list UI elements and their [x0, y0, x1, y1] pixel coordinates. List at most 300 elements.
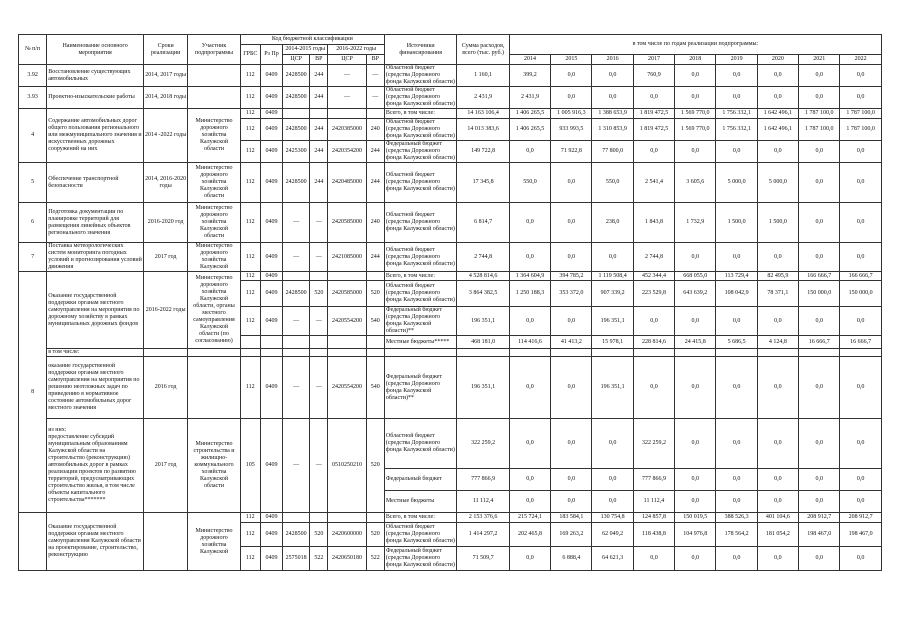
- row-csr: 0510250210: [328, 419, 366, 513]
- header-year: 2018: [675, 55, 716, 65]
- row-vr: 520: [366, 523, 384, 547]
- table-row: [19, 349, 882, 357]
- row-year-value: 77 800,0: [592, 141, 633, 163]
- row-year-value: 0,0: [840, 307, 882, 336]
- row-year-value: 0,0: [757, 491, 798, 513]
- row-year-value: 71 922,8: [551, 141, 592, 163]
- row-year-value: 228 814,6: [633, 336, 674, 349]
- row-year-value: 0,0: [509, 307, 550, 336]
- row-year-value: 0,0: [716, 469, 757, 491]
- row-year-value: 0,0: [675, 419, 716, 469]
- row-grbs: 112: [240, 163, 260, 203]
- table-row: [19, 87, 882, 109]
- row-year-value: 150 000,0: [840, 281, 882, 307]
- row-year-value: 0,0: [799, 491, 840, 513]
- row-csr: 2420554200: [328, 357, 366, 419]
- row-year-value: 0,0: [633, 357, 674, 419]
- row-year-value: 16 666,7: [799, 336, 840, 349]
- row-grbs: 112: [240, 87, 260, 109]
- empty-cell: [799, 349, 840, 357]
- row-year-value: 208 912,7: [799, 513, 840, 523]
- header-grbs: ГРБС: [240, 45, 260, 65]
- row-year-value: 0,0: [757, 357, 798, 419]
- row-year-value: 0,0: [675, 243, 716, 272]
- row-total: 2 153 376,6: [457, 513, 509, 523]
- row-grbs: 112: [240, 547, 260, 571]
- row-num: 3.92: [19, 65, 47, 87]
- row-csr: 2420385000: [328, 119, 366, 141]
- row-participant: [188, 65, 240, 87]
- row-year-value: 0,0: [592, 65, 633, 87]
- row-year-value: 1 364 604,9: [509, 272, 550, 281]
- row-year-value: 208 912,7: [840, 513, 882, 523]
- row-participant: Министерство строительства и жилищно-коммунального хозяйства Калужской области: [188, 419, 240, 513]
- row-year-value: 0,0: [840, 65, 882, 87]
- row-year-value: 64 621,3: [592, 547, 633, 571]
- row-period: 2017 год: [143, 243, 187, 272]
- row-year-value: 2 431,9: [509, 87, 550, 109]
- row-year-value: 183 584,1: [551, 513, 592, 523]
- row-name: оказание государственной поддержки органам местного самоуправления на мероприятия по решению неотложных задач по приведению в нормативное состояние автомобильных дорог местного значения: [47, 357, 144, 419]
- row-year-value: 643 639,2: [675, 281, 716, 307]
- row-year-value: 0,0: [551, 87, 592, 109]
- row-vr: —: [366, 87, 384, 109]
- row-period: 2016-2020 год: [143, 203, 187, 243]
- row-num: 6: [19, 203, 47, 243]
- row-year-value: 0,0: [799, 65, 840, 87]
- row-year-value: 124 857,8: [633, 513, 674, 523]
- row-participant: [188, 87, 240, 109]
- row-rzpr: 0409: [260, 87, 282, 109]
- table-row: [19, 357, 882, 419]
- row-year-value: 215 724,1: [509, 513, 550, 523]
- row-year-value: 150 019,5: [675, 513, 716, 523]
- row-total: 71 509,7: [457, 547, 509, 571]
- row-csr: 2420650180: [328, 547, 366, 571]
- row-grbs: 112: [240, 281, 260, 307]
- row-period: 2014 -2022 годы: [143, 109, 187, 163]
- row-year-value: 114 416,6: [509, 336, 550, 349]
- row-csr: 2420600000: [328, 523, 366, 547]
- row-year-value: 394 785,2: [551, 272, 592, 281]
- row-source: Местные бюджеты*****: [384, 336, 457, 349]
- row-csr: 2420585000: [328, 281, 366, 307]
- row-year-value: 202 465,8: [509, 523, 550, 547]
- row-year-value: 1 388 653,9: [592, 109, 633, 119]
- header-2016-2022: 2016-2022 годы: [328, 45, 385, 55]
- row-year-value: 15 978,1: [592, 336, 633, 349]
- row-participant: Министерство дорожного хозяйства Калужской: [188, 513, 240, 571]
- row-rzpr: 0409: [260, 141, 282, 163]
- row-csr: 2425300: [283, 141, 310, 163]
- row-year-value: 0,0: [551, 357, 592, 419]
- row-participant: Министерство дорожного хозяйства Калужской области: [188, 203, 240, 243]
- row-vr: —: [366, 65, 384, 87]
- row-year-value: 166 666,7: [840, 272, 882, 281]
- row-year-value: 0,0: [592, 491, 633, 513]
- empty-cell: [366, 272, 384, 281]
- row-year-value: 777 866,9: [633, 469, 674, 491]
- row-year-value: 0,0: [799, 469, 840, 491]
- row-source: Федеральный бюджет (средства Дорожного фонда Калужской области): [384, 547, 457, 571]
- row-rzpr: 0409: [260, 357, 282, 419]
- empty-cell: [188, 357, 240, 419]
- row-name: Проектно-изыскательские работы: [47, 87, 144, 109]
- header-name: Наименование основного мероприятия: [47, 35, 144, 65]
- row-total: 1 160,1: [457, 65, 509, 87]
- row-year-value: 238,0: [592, 203, 633, 243]
- row-source: Всего, в том числе:: [384, 272, 457, 281]
- row-source: Областной бюджет (средства Дорожного фонда Калужской области): [384, 281, 457, 307]
- row-period: 2014, 2016-2020 годы: [143, 163, 187, 203]
- row-year-value: 1 642 496,1: [757, 109, 798, 119]
- row-year-value: 0,0: [716, 491, 757, 513]
- header-year: 2019: [716, 55, 757, 65]
- row-year-value: 0,0: [840, 357, 882, 419]
- row-grbs: 112: [240, 307, 260, 336]
- table-row: [19, 109, 882, 119]
- row-rzpr: 0409: [260, 523, 282, 547]
- row-year-value: 0,0: [840, 243, 882, 272]
- row-total: 322 259,2: [457, 419, 509, 469]
- row-year-value: 0,0: [840, 469, 882, 491]
- row-year-value: 399,2: [509, 65, 550, 87]
- row-source: Областной бюджет (средства Дорожного фонда Калужской области): [384, 203, 457, 243]
- row-year-value: 0,0: [716, 419, 757, 469]
- row-rzpr: 0409: [260, 513, 282, 523]
- header-vr: ВР: [366, 55, 384, 65]
- row-total: 777 866,9: [457, 469, 509, 491]
- table-row: [19, 163, 882, 203]
- empty-cell: [240, 336, 260, 349]
- row-csr: —: [283, 307, 310, 336]
- row-year-value: 0,0: [757, 65, 798, 87]
- row-participant: Министерство дорожного хозяйства Калужской: [188, 243, 240, 272]
- empty-cell: [260, 349, 282, 357]
- row-total: 17 345,8: [457, 163, 509, 203]
- row-year-value: 5 000,0: [757, 163, 798, 203]
- row-vr: —: [310, 203, 328, 243]
- row-year-value: 0,0: [840, 163, 882, 203]
- row-rzpr: 0409: [260, 281, 282, 307]
- row-year-value: 0,0: [757, 87, 798, 109]
- row-year-value: 550,0: [509, 163, 550, 203]
- row-total: 2 431,9: [457, 87, 509, 109]
- header-total: Сумма расходов, всего (тыс. руб.): [457, 35, 509, 65]
- row-year-value: 0,0: [840, 87, 882, 109]
- row-period: 2016 год: [143, 357, 187, 419]
- empty-cell: [384, 349, 457, 357]
- row-year-value: 0,0: [757, 307, 798, 336]
- row-total: 2 744,8: [457, 243, 509, 272]
- row-source: Областной бюджет (средства Дорожного фонда Калужской области): [384, 243, 457, 272]
- row-year-value: 0,0: [840, 141, 882, 163]
- row-year-value: 0,0: [799, 357, 840, 419]
- empty-cell: [592, 349, 633, 357]
- row-year-value: 0,0: [509, 491, 550, 513]
- row-participant: Министерство дорожного хозяйства Калужской области, органы местного самоуправления Калужской области (по согласованию): [188, 272, 240, 349]
- header-year: 2017: [633, 55, 674, 65]
- row-year-value: 16 666,7: [840, 336, 882, 349]
- row-year-value: 0,0: [840, 419, 882, 469]
- row-csr: —: [283, 243, 310, 272]
- row-vr: —: [310, 307, 328, 336]
- row-year-value: 1 406 265,5: [509, 109, 550, 119]
- row-source: Федеральный бюджет (средства Дорожного фонда Калужской области)**: [384, 307, 457, 336]
- row-rzpr: 0409: [260, 272, 282, 281]
- row-rzpr: 0409: [260, 119, 282, 141]
- row-year-value: 0,0: [757, 469, 798, 491]
- row-year-value: 1 310 853,9: [592, 119, 633, 141]
- row-year-value: 0,0: [840, 203, 882, 243]
- row-rzpr: 0409: [260, 163, 282, 203]
- row-rzpr: 0409: [260, 419, 282, 513]
- row-year-value: 196 351,1: [592, 307, 633, 336]
- row-year-value: 0,0: [757, 243, 798, 272]
- row-csr: —: [283, 203, 310, 243]
- row-total: 3 864 382,5: [457, 281, 509, 307]
- row-csr: —: [283, 357, 310, 419]
- row-grbs: 112: [240, 141, 260, 163]
- row-name: Оказание государственной поддержки органам местного самоуправления Калужской области на проектирование, строительство, реконструкцию: [47, 513, 144, 571]
- row-year-value: 0,0: [675, 141, 716, 163]
- row-year-value: 933 993,5: [551, 119, 592, 141]
- row-year-value: 1 756 332,1: [716, 119, 757, 141]
- row-year-value: 0,0: [675, 357, 716, 419]
- row-year-value: 760,9: [633, 65, 674, 87]
- empty-cell: [283, 272, 310, 281]
- row-csr: 2428500: [283, 119, 310, 141]
- row-year-value: 118 438,8: [633, 523, 674, 547]
- table-row: [19, 65, 882, 87]
- row-year-value: 0,0: [799, 163, 840, 203]
- row-year-value: 0,0: [799, 547, 840, 571]
- row-name: Восстановление существующих автомобильных: [47, 65, 144, 87]
- row-year-value: 0,0: [551, 491, 592, 513]
- row-year-value: 0,0: [799, 203, 840, 243]
- row-year-value: 0,0: [799, 141, 840, 163]
- row-period: 2014, 2018 годы: [143, 87, 187, 109]
- row-year-value: 0,0: [716, 547, 757, 571]
- row-year-value: 113 729,4: [716, 272, 757, 281]
- row-year-value: 0,0: [799, 87, 840, 109]
- table-row: [19, 419, 882, 469]
- empty-cell: [283, 336, 310, 349]
- row-year-value: 0,0: [799, 307, 840, 336]
- row-csr: —: [283, 419, 310, 513]
- row-source: Всего, в том числе:: [384, 109, 457, 119]
- row-vr: 520: [366, 419, 384, 513]
- header-kbk: Код бюджетной классификации: [240, 35, 384, 45]
- row-name: Оказание государственной поддержки органам местного самоуправления на мероприятия по дорожному хозяйству в рамках муниципальных дорожных фондов: [47, 272, 144, 349]
- row-year-value: 0,0: [592, 419, 633, 469]
- row-year-value: 4 124,8: [757, 336, 798, 349]
- table-row: [19, 272, 882, 281]
- row-vr: 520: [310, 281, 328, 307]
- row-source: Федеральный бюджет: [384, 469, 457, 491]
- inc-label: в том числе:: [47, 349, 144, 357]
- row-year-value: 1 787 100,0: [840, 119, 882, 141]
- row-year-value: 0,0: [633, 87, 674, 109]
- row-participant: Министерство дорожного хозяйства Калужской области: [188, 163, 240, 203]
- row-year-value: 1 642 496,1: [757, 119, 798, 141]
- row-name: Обеспечение транспортной безопасности: [47, 163, 144, 203]
- row-year-value: 0,0: [675, 307, 716, 336]
- row-name: Содержание автомобильных дорог общего пользования регионального или межмуниципального значения и искусственных дорожных сооружений на них: [47, 109, 144, 163]
- row-year-value: 1 843,8: [633, 203, 674, 243]
- row-total: 1 414 297,2: [457, 523, 509, 547]
- row-year-value: 1 119 508,4: [592, 272, 633, 281]
- row-total: 149 722,8: [457, 141, 509, 163]
- row-year-value: 0,0: [551, 307, 592, 336]
- row-vr: 244: [310, 87, 328, 109]
- row-year-value: 1 819 472,5: [633, 109, 674, 119]
- row-num: [19, 513, 47, 571]
- row-name: Подготовка документации по планировке территорий для размещения линейных объектов регионального значения: [47, 203, 144, 243]
- row-year-value: 0,0: [509, 419, 550, 469]
- row-year-value: 0,0: [675, 491, 716, 513]
- row-source: Местные бюджеты: [384, 491, 457, 513]
- row-year-value: 223 529,8: [633, 281, 674, 307]
- row-vr: 520: [366, 281, 384, 307]
- row-name: [47, 419, 144, 513]
- header-year: 2016: [592, 55, 633, 65]
- row-num: 4: [19, 109, 47, 163]
- row-rzpr: 0409: [260, 65, 282, 87]
- empty-cell: [633, 349, 674, 357]
- header-year: 2021: [799, 55, 840, 65]
- row-total: 468 181,0: [457, 336, 509, 349]
- row-year-value: 0,0: [509, 203, 550, 243]
- row-csr: 2428500: [283, 163, 310, 203]
- row-total: 196 351,1: [457, 357, 509, 419]
- row-year-value: 2 541,4: [633, 163, 674, 203]
- row-year-value: 82 495,9: [757, 272, 798, 281]
- header-num: № п/п: [19, 35, 47, 65]
- row-total: 4 528 814,6: [457, 272, 509, 281]
- row-vr: 522: [366, 547, 384, 571]
- empty-cell: [260, 336, 282, 349]
- row-grbs: 112: [240, 243, 260, 272]
- header-participant: Участник подпрограммы: [188, 35, 240, 65]
- row-year-value: 401 104,6: [757, 513, 798, 523]
- row-num: 3.93: [19, 87, 47, 109]
- row-year-value: 0,0: [675, 65, 716, 87]
- row-grbs: 112: [240, 357, 260, 419]
- empty-cell: [283, 109, 310, 119]
- row-year-value: 0,0: [799, 419, 840, 469]
- row-csr: 2420354200: [328, 141, 366, 163]
- row-year-value: 1 250 188,3: [509, 281, 550, 307]
- row-year-value: 11 112,4: [633, 491, 674, 513]
- row-year-value: 2 744,8: [633, 243, 674, 272]
- row-year-value: 1 787 100,0: [840, 109, 882, 119]
- header-year: 2020: [757, 55, 798, 65]
- row-year-value: 3 605,6: [675, 163, 716, 203]
- row-source: Всего, в том числе:: [384, 513, 457, 523]
- empty-cell: [366, 109, 384, 119]
- row-year-value: 0,0: [551, 203, 592, 243]
- empty-cell: [328, 513, 366, 523]
- empty-cell: [366, 513, 384, 523]
- row-total: 196 351,1: [457, 307, 509, 336]
- row-source: Областной бюджет (средства Дорожного фонда Калужской области): [384, 65, 457, 87]
- row-grbs: 105: [240, 419, 260, 513]
- row-year-value: 0,0: [592, 243, 633, 272]
- row-grbs: 112: [240, 65, 260, 87]
- row-year-value: 0,0: [716, 65, 757, 87]
- empty-cell: [283, 513, 310, 523]
- empty-cell: [328, 349, 366, 357]
- row-total: 14 163 106,4: [457, 109, 509, 119]
- row-source: Областной бюджет (средства Дорожного фонда Калужской области): [384, 87, 457, 109]
- row-year-value: 198 467,0: [840, 523, 882, 547]
- row-year-value: 0,0: [633, 141, 674, 163]
- row-vr: —: [310, 357, 328, 419]
- row-csr: 2428500: [283, 65, 310, 87]
- row-year-value: 1 569 770,0: [675, 109, 716, 119]
- empty-cell: [240, 349, 260, 357]
- empty-cell: [675, 349, 716, 357]
- row-year-value: 0,0: [799, 243, 840, 272]
- table-row: [19, 513, 882, 523]
- row-total: 14 013 383,6: [457, 119, 509, 141]
- row-year-value: 0,0: [633, 307, 674, 336]
- row-year-value: 104 976,8: [675, 523, 716, 547]
- row-year-value: 550,0: [592, 163, 633, 203]
- header-csr: ЦСР: [328, 55, 366, 65]
- row-year-value: 1 005 916,3: [551, 109, 592, 119]
- header-year: 2022: [840, 55, 882, 65]
- empty-cell: [551, 349, 592, 357]
- row-vr: 540: [366, 357, 384, 419]
- row-year-value: 0,0: [509, 357, 550, 419]
- row-source: Областной бюджет (средства Дорожного фонда Калужской области): [384, 523, 457, 547]
- row-grbs: 112: [240, 513, 260, 523]
- row-year-value: 0,0: [509, 243, 550, 272]
- row-vr: 244: [366, 243, 384, 272]
- header-vr: ВР: [310, 55, 328, 65]
- row-year-value: 0,0: [716, 141, 757, 163]
- row-year-value: 0,0: [675, 469, 716, 491]
- program-table: [18, 34, 882, 571]
- row-csr: 2420554200: [328, 307, 366, 336]
- row-grbs: 112: [240, 203, 260, 243]
- row-csr: —: [328, 87, 366, 109]
- header-period: Сроки реализации: [143, 35, 187, 65]
- row-period: 2016-2022 годы: [143, 272, 187, 349]
- row-year-value: 0,0: [757, 141, 798, 163]
- row-year-value: 150 000,0: [799, 281, 840, 307]
- empty-cell: [716, 349, 757, 357]
- row-csr: —: [328, 65, 366, 87]
- empty-cell: [283, 349, 310, 357]
- row-vr: 244: [310, 65, 328, 87]
- row-csr: 2428500: [283, 523, 310, 547]
- row-rzpr: 0409: [260, 307, 282, 336]
- row-vr: 244: [366, 141, 384, 163]
- row-grbs: 112: [240, 109, 260, 119]
- empty-cell: [310, 109, 328, 119]
- row-year-value: 452 344,4: [633, 272, 674, 281]
- empty-cell: [366, 349, 384, 357]
- row-period: 2017 год: [143, 419, 187, 513]
- row-year-value: 0,0: [509, 141, 550, 163]
- row-num: 5: [19, 163, 47, 203]
- row-year-value: 0,0: [551, 243, 592, 272]
- row-year-value: 78 371,1: [757, 281, 798, 307]
- row-source: Федеральный бюджет (средства Дорожного фонда Калужской области): [384, 141, 457, 163]
